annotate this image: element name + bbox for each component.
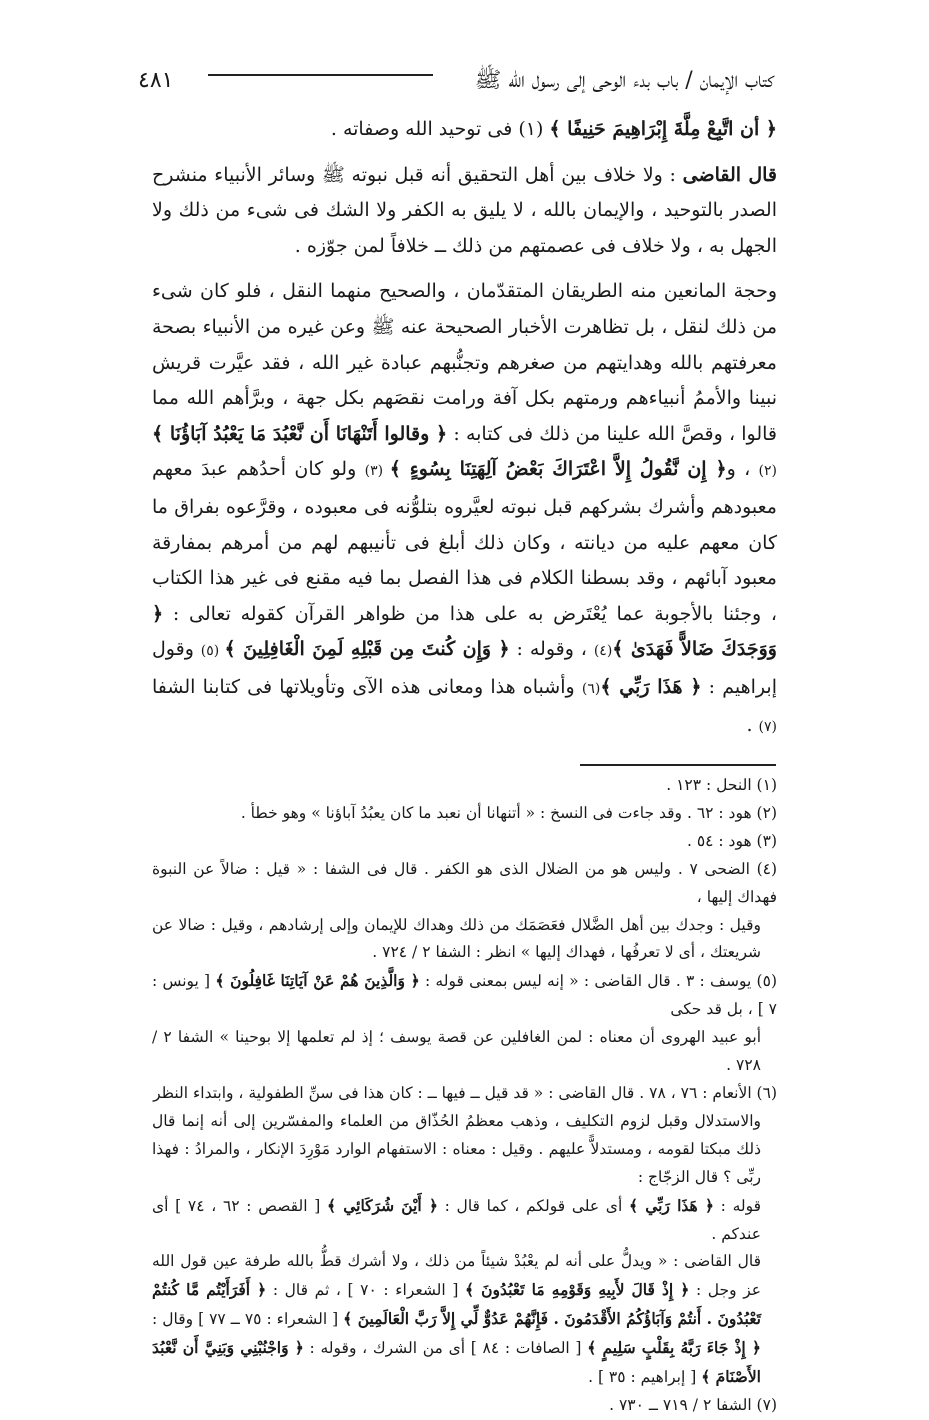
quran-quote: ﴿ وقالوا أَتَنْهَانَا أَن نَّعْبُدَ مَا يَعْبُدُ آبَاؤُنَا ﴾ xyxy=(152,422,448,445)
speaker-label: قال القاضى xyxy=(682,163,778,186)
header-rule xyxy=(208,74,433,76)
footnote-text: قال القاضى : « ويدلُّ على أنه لم يعْبُدْ شيئاً من ذلك ، ولا أشرك قطُّ بالله طرفة عين قول الله عز وجل : xyxy=(152,1252,762,1300)
footnote-ref: (٧) xyxy=(758,718,777,735)
page-number: ٤٨١ xyxy=(138,68,174,93)
footnote-text: [ يونس : ٧ ] ، بل قد حكى xyxy=(152,972,777,1019)
footnote-7: (٧) الشفا ٢ / ٧١٩ ــ ٧٣٠ . xyxy=(609,1395,777,1414)
paragraph-text: (١) فى توحيد الله وصفاته . xyxy=(330,118,550,140)
footnote-ref: (٥) xyxy=(200,643,225,660)
footnote-ref: (٢) xyxy=(758,463,777,480)
quran-quote: ﴿ أن اتَّبِعْ مِلَّةَ إِبْرَاهِيمَ حَنِيفًا ﴾ xyxy=(549,118,777,140)
paragraph-text: وحجة المانعين منه الطريقان المتقدّمان ، والصحيح منهما النقل ، فلو كان شىء من ذلك لنقل ، بل تظاهرت الأخبار الصحيحة عنه ﷺ وعن غيره من الأنبياء بصحة معرفتهم بالله وهدايتهم من صغرهم وتجنُّبهم عبادة غير الله ، فقد عيَّرت قريش نبينا والأممُ أنبياءهم ورمتهم بكل آفة ورامت نقصَهم بكل جهة ، وبرَّأهم الله مما قالوا ، وقصَّ الله علينا من ذلك فى كتابه : xyxy=(152,280,777,445)
quran-quote: ﴿ هَذَا رَبِّي ﴾ xyxy=(628,1195,714,1215)
quran-quote: ﴿ إِن نَّقُولُ إِلاَّ اعْتَرَاكَ بَعْضُ آلِهَتِنَا بِسُوءٍ ﴾ xyxy=(389,458,727,481)
paragraph-text: : ولا خلاف بين أهل التحقيق أنه قبل نبوته ﷺ وسائر الأنبياء منشرح الصدر بالتوحيد ، والإيمان بالله ، لا يليق به الكفر ولا الشك فى شىء من ذلك ولا الجهل به ، ولا خلاف فى عصمتهم من ذلك ــ خلافاً لمن جوّزه . xyxy=(152,163,777,257)
footnote-3: (٣) هود : ٥٤ . xyxy=(686,831,777,850)
footnote-text: [ إبراهيم : ٣٥ ] . xyxy=(588,1368,702,1387)
quran-quote: ﴿ وَاجْنُبْنِي وَبَنِيَّ أَن نَّعْبُدَ الأَصْنَامَ ﴾ xyxy=(152,1338,761,1387)
footnote-4-continued: وقيل : وجدك بين أهل الضَّلال فعَصَمَك من ذلك وهداك للإيمان وإلى إرشادهم ، وقيل : ضالا عن شريعتك ، أى لا تعرفُها ، فهداك إليها » انظر : الشفا ٢ / ٧٢٤ . xyxy=(152,915,761,962)
quran-quote: ﴿ وَوَجَدَكَ ضَالاًّ فَهَدَىٰ ﴾ xyxy=(152,602,777,661)
paragraph-text: ولو كان أحدُهم عبدَ معهم معبودهم وأشرك بشركهم قبل نبوته لعيَّروه بتلوُّنه فى معبوده ، وقرَّعوه بفراق ما كان معهم عليه من ديانته ، وكان ذلك أبلغ فى تأنيبهم لهم من أمرهم بمفارقة معبود آبائهم ، وقد بسطنا الكلام فى هذا الفصل بما فيه مقنع فى غير هذا الكتاب ، وجئنا بالأجوبة عما يُعْتَرض به على هذا من ظواهر القرآن كقوله تعالى : xyxy=(152,458,777,625)
main-text xyxy=(152,112,777,745)
footnote-4: (٤) الضحى ٧ . وليس هو من الضلال الذى هو الكفر . قال فى الشفا : « قيل : ضالاً عن النبوة فهداك إليها ، xyxy=(152,859,778,906)
footnote-text: [ الشعراء : ٧٥ ــ ٧٧ ] وقال : xyxy=(152,1310,344,1329)
quran-quote: ﴿ أَفَرَأَيْتُم مَّا كُنتُمْ تَعْبُدُونَ . أَنتُمْ وَآبَاؤُكُمُ الأَقْدَمُونَ . فَإِنَّهُمْ عَدُوٌّ لِّي إِلاَّ رَبَّ الْعَالَمِينَ ﴾ xyxy=(152,1280,761,1329)
running-title: كتاب الإيمان / باب بدء الوحى إلى رسول الله ﷺ xyxy=(474,68,774,93)
paragraph-argument xyxy=(152,274,777,745)
paragraph-qadi xyxy=(152,158,777,265)
quran-quote: ﴿ أَيْنَ شُرَكَائِي ﴾ xyxy=(326,1195,438,1215)
quran-quote: ﴿ وَإِن كُنتَ مِن قَبْلِهِ لَمِنَ الْغَافِلِينَ ﴾ xyxy=(224,638,510,661)
footnote-text: أى على قولكم ، كما قال : xyxy=(437,1196,629,1215)
footnote-1: (١) النحل : ١٢٣ . xyxy=(666,776,777,794)
footnote-text: (٥) يوسف : ٣ . قال القاضى : « إنه ليس بمعنى قوله : xyxy=(419,972,777,991)
paragraph-opening xyxy=(152,112,777,148)
quran-quote: ﴿ إِذْ جَاءَ رَبَّهُ بِقَلْبٍ سَلِيمٍ ﴾ xyxy=(587,1338,761,1358)
footnote-5 xyxy=(152,967,777,1024)
footnote-6: (٦) الأنعام : ٧٦ ، ٧٨ . قال القاضى : « قد قيل ــ فيها ــ : كان هذا فى سنِّ الطفولية ، وابتداء النظر xyxy=(153,1083,777,1102)
footnote-text: [ القصص : ٦٢ ، ٧٤ ] أى عندكم . xyxy=(152,1196,761,1243)
paragraph-text: وقول إبراهيم : xyxy=(152,638,777,698)
footnote-6-qadi xyxy=(152,1248,777,1392)
quran-quote: ﴿ وَالَّذِينَ هُمْ عَنْ آيَاتِنَا غَافِلُونَ ﴾ xyxy=(215,971,420,991)
footnotes xyxy=(152,772,777,1420)
footnote-text: [ الصافات : ٨٤ ] أى من الشرك ، وقوله : xyxy=(303,1339,588,1358)
footnote-ref: (٣) xyxy=(364,463,390,480)
footnote-text: [ الشعراء : ٧٠ ] ، ثم قال : xyxy=(266,1281,465,1300)
footnote-5-continued: أبو عبيد الهروى أن معناه : لمن الغافلين عن قصة يوسف ؛ إذ لم تعلمها إلا بوحينا » الشفا ٢ / ٧٢٨ . xyxy=(152,1028,761,1075)
quran-quote: ﴿ إِذْ قَالَ لأَبِيهِ وَقَوْمِهِ مَا تَعْبُدُونَ ﴾ xyxy=(464,1280,690,1300)
paragraph-text: وأشباه هذا ومعانى هذه الآى وتأويلاتها فى كتابنا الشفا xyxy=(152,675,582,698)
paragraph-text: . xyxy=(746,713,759,736)
paragraph-text: ، و xyxy=(726,458,759,481)
footnote-text: قوله : xyxy=(713,1196,762,1215)
footnote-divider xyxy=(580,764,776,766)
footnote-2: (٢) هود : ٦٢ . وقد جاءت فى النسخ : « أتنهانا أن نعبد ما كان يعبُدُ آباؤنا » وهو خطأ . xyxy=(240,803,777,822)
footnote-6-zajjaj xyxy=(152,1192,777,1249)
quran-quote: ﴿ هَذَا رَبِّي ﴾ xyxy=(600,675,702,698)
footnote-ref: (٦) xyxy=(581,680,601,697)
footnote-ref: (٤) xyxy=(593,643,613,660)
page-header xyxy=(138,52,774,92)
footnote-6-continued: والاستدلال وقبل لزوم التكليف ، وذهب معظمُ الحُذّاق من العلماء والمفسّرين إلى أنه إنما قال ذلك مبكتا لقومه ، ومستدلاًّ عليهم . وقيل : معناه : الاستفهام الوارد مَوْرِدَ الإنكار ، والمرادُ : فهذا ربِّى ؟ قال الزجّاج : xyxy=(152,1111,761,1186)
paragraph-text: ، وقوله : xyxy=(509,638,594,661)
